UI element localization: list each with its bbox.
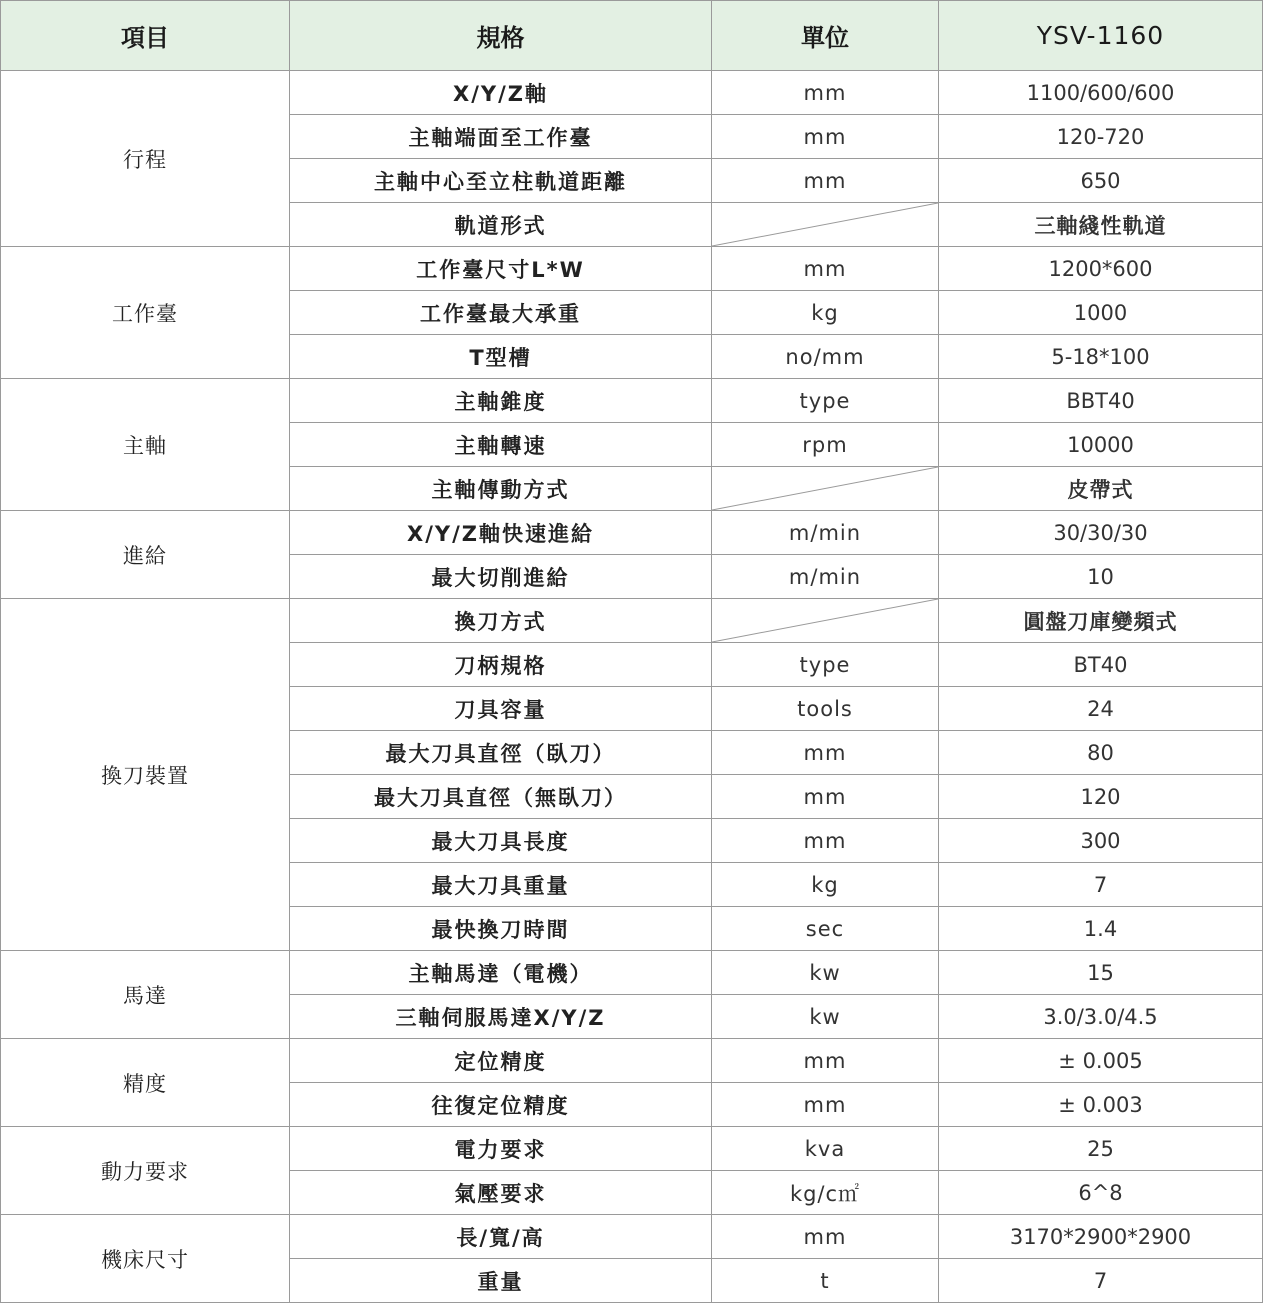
diagonal-line [712, 599, 938, 642]
table-row [1, 1215, 1263, 1259]
value-cell: 120-720 [939, 115, 1263, 159]
spec-cell: 刀柄規格 [290, 643, 712, 687]
unit-empty-cell [712, 203, 939, 247]
unit-cell: kw [712, 951, 939, 995]
value-cell: 1000 [939, 291, 1263, 335]
spec-cell: 最大刀具長度 [290, 819, 712, 863]
table-row [1, 511, 1263, 555]
value-cell: 10 [939, 555, 1263, 599]
table-body [1, 71, 1263, 1303]
unit-cell: mm [712, 115, 939, 159]
spec-cell: 電力要求 [290, 1127, 712, 1171]
spec-cell: 氣壓要求 [290, 1171, 712, 1215]
table-row [1, 379, 1263, 423]
unit-cell: mm [712, 71, 939, 115]
unit-cell: rpm [712, 423, 939, 467]
unit-cell: kva [712, 1127, 939, 1171]
spec-cell: 最大切削進給 [290, 555, 712, 599]
unit-cell: no/mm [712, 335, 939, 379]
value-cell: 5-18*100 [939, 335, 1263, 379]
value-cell: 三軸綫性軌道 [939, 203, 1263, 247]
unit-cell: mm [712, 1215, 939, 1259]
value-cell: 1100/600/600 [939, 71, 1263, 115]
spec-cell: 軌道形式 [290, 203, 712, 247]
value-cell: ± 0.003 [939, 1083, 1263, 1127]
spec-cell: 主軸傳動方式 [290, 467, 712, 511]
table-row [1, 1039, 1263, 1083]
value-cell: 650 [939, 159, 1263, 203]
spec-cell: 主軸錐度 [290, 379, 712, 423]
value-cell: 1.4 [939, 907, 1263, 951]
unit-cell: mm [712, 819, 939, 863]
category-cell: 動力要求 [1, 1127, 290, 1215]
spec-cell: 主軸馬達（電機） [290, 951, 712, 995]
spec-cell: 最快換刀時間 [290, 907, 712, 951]
spec-cell: 往復定位精度 [290, 1083, 712, 1127]
spec-cell: 三軸伺服馬達X/Y/Z [290, 995, 712, 1039]
header-row [1, 1, 1263, 71]
spec-cell: 最大刀具重量 [290, 863, 712, 907]
value-cell: 30/30/30 [939, 511, 1263, 555]
value-cell: 300 [939, 819, 1263, 863]
unit-cell: mm [712, 731, 939, 775]
unit-cell: m/min [712, 555, 939, 599]
spec-cell: 長/寬/高 [290, 1215, 712, 1259]
diagonal-stroke [712, 467, 938, 510]
value-cell: 80 [939, 731, 1263, 775]
category-cell: 行程 [1, 71, 290, 247]
category-cell: 進給 [1, 511, 290, 599]
value-cell: 10000 [939, 423, 1263, 467]
value-cell: ± 0.005 [939, 1039, 1263, 1083]
unit-cell: kg [712, 291, 939, 335]
spec-cell: 最大刀具直徑（臥刀） [290, 731, 712, 775]
spec-cell: 主軸轉速 [290, 423, 712, 467]
table-row [1, 1127, 1263, 1171]
spec-cell: 定位精度 [290, 1039, 712, 1083]
unit-cell: mm [712, 159, 939, 203]
diagonal-line [712, 467, 938, 510]
category-cell: 主軸 [1, 379, 290, 511]
header-unit: 單位 [712, 1, 939, 71]
unit-cell: tools [712, 687, 939, 731]
unit-cell: mm [712, 1083, 939, 1127]
value-cell: 24 [939, 687, 1263, 731]
unit-cell: m/min [712, 511, 939, 555]
value-cell: 3170*2900*2900 [939, 1215, 1263, 1259]
table-row [1, 599, 1263, 643]
unit-cell: type [712, 379, 939, 423]
value-cell: 1200*600 [939, 247, 1263, 291]
unit-cell: mm [712, 247, 939, 291]
table-row [1, 71, 1263, 115]
header-item: 項目 [1, 1, 290, 71]
table-header [1, 1, 1263, 71]
table-row [1, 951, 1263, 995]
spec-cell: 換刀方式 [290, 599, 712, 643]
spec-cell: 工作臺尺寸L*W [290, 247, 712, 291]
value-cell: 25 [939, 1127, 1263, 1171]
unit-cell: t [712, 1259, 939, 1303]
unit-empty-cell [712, 599, 939, 643]
value-cell: 3.0/3.0/4.5 [939, 995, 1263, 1039]
value-cell: 7 [939, 863, 1263, 907]
spec-cell: 刀具容量 [290, 687, 712, 731]
category-cell: 機床尺寸 [1, 1215, 290, 1303]
spec-cell: 重量 [290, 1259, 712, 1303]
value-cell: 15 [939, 951, 1263, 995]
value-cell: 120 [939, 775, 1263, 819]
spec-cell: 工作臺最大承重 [290, 291, 712, 335]
spec-cell: X/Y/Z軸 [290, 71, 712, 115]
category-cell: 工作臺 [1, 247, 290, 379]
unit-cell: mm [712, 775, 939, 819]
unit-cell: type [712, 643, 939, 687]
unit-empty-cell [712, 467, 939, 511]
value-cell: 7 [939, 1259, 1263, 1303]
diagonal-line [712, 203, 938, 246]
category-cell: 換刀裝置 [1, 599, 290, 951]
value-cell: 6^8 [939, 1171, 1263, 1215]
value-cell: BBT40 [939, 379, 1263, 423]
spec-cell: 最大刀具直徑（無臥刀） [290, 775, 712, 819]
unit-cell: kw [712, 995, 939, 1039]
value-cell: BT40 [939, 643, 1263, 687]
unit-cell: kg [712, 863, 939, 907]
unit-cell: sec [712, 907, 939, 951]
spec-cell: 主軸端面至工作臺 [290, 115, 712, 159]
diagonal-stroke [712, 203, 938, 246]
category-cell: 馬達 [1, 951, 290, 1039]
diagonal-stroke [712, 599, 938, 642]
unit-cell: kg/c㎡ [712, 1171, 939, 1215]
header-spec: 規格 [290, 1, 712, 71]
value-cell: 皮帶式 [939, 467, 1263, 511]
value-cell: 圓盤刀庫變頻式 [939, 599, 1263, 643]
spec-cell: X/Y/Z軸快速進給 [290, 511, 712, 555]
header-model: YSV-1160 [939, 1, 1263, 71]
table-row [1, 247, 1263, 291]
category-cell: 精度 [1, 1039, 290, 1127]
spec-cell: 主軸中心至立柱軌道距離 [290, 159, 712, 203]
unit-cell: mm [712, 1039, 939, 1083]
spec-cell: T型槽 [290, 335, 712, 379]
